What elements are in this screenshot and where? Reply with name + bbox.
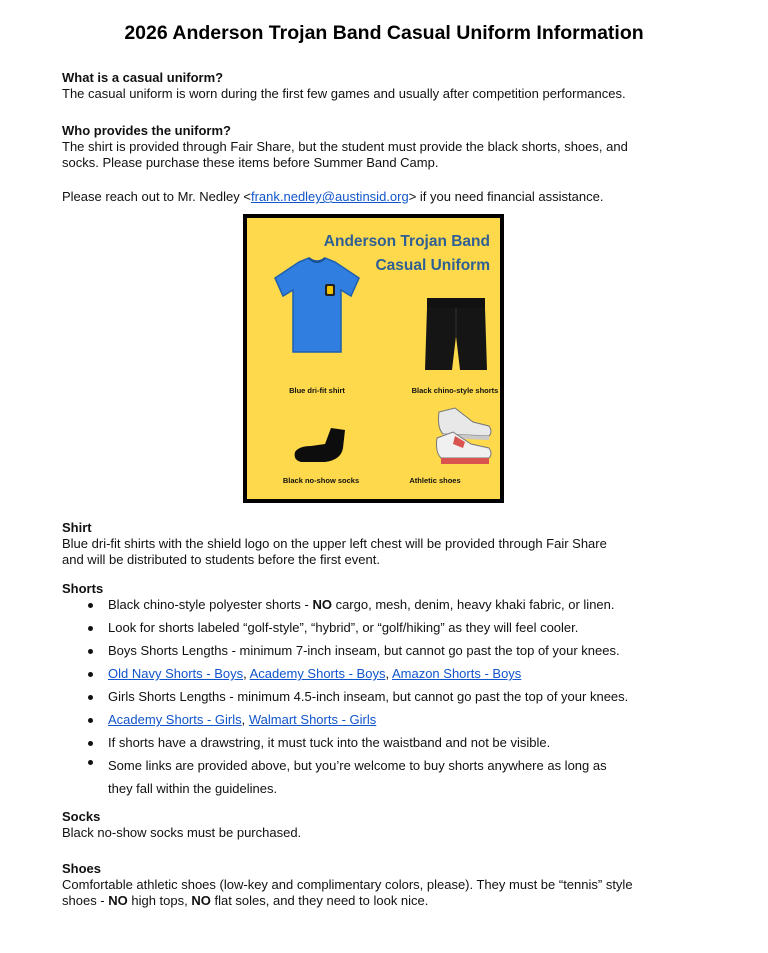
caption-socks: Black no-show socks	[282, 476, 360, 485]
what-is-text: The casual uniform is worn during the first few games and usually after competition performances.	[62, 86, 626, 101]
contact-before: Please reach out to Mr. Nedley <	[62, 189, 251, 204]
bullet-line: they fall within the guidelines.	[108, 781, 278, 796]
old-navy-boys-link[interactable]: Old Navy Shorts - Boys	[108, 666, 244, 681]
academy-boys-link[interactable]: Academy Shorts - Boys	[249, 666, 386, 681]
list-item-boys-links	[62, 666, 742, 682]
socks-text: Black no-show socks must be purchased.	[62, 825, 302, 840]
shoes-text: shoes -	[62, 893, 109, 908]
shorts-list	[62, 597, 742, 800]
poster-title-line2: Casual Uniform	[375, 257, 490, 274]
bold-no: NO	[108, 893, 128, 908]
separator: ,	[385, 666, 392, 681]
email-link[interactable]: frank.nedley@austinsid.org	[250, 189, 409, 204]
walmart-girls-link[interactable]: Walmart Shorts - Girls	[248, 712, 377, 727]
black-shorts-icon	[423, 296, 489, 372]
caption-shoes: Athletic shoes	[409, 476, 461, 485]
who-provides-heading: Who provides the uniform?	[62, 123, 231, 138]
contact-after: > if you need financial assistance.	[408, 189, 604, 204]
page-title: 2026 Anderson Trojan Band Casual Uniform Information	[124, 22, 644, 44]
list-item-girls-links	[62, 712, 742, 728]
separator: ,	[241, 712, 249, 727]
list-item: Boys Shorts Lengths - minimum 7-inch inseam, but cannot go past the top of your knees.	[62, 643, 742, 659]
section-who-provides	[62, 123, 722, 171]
list-item: Look for shorts labeled “golf-style”, “hybrid”, or “golf/hiking” as they will feel cooler.	[62, 620, 742, 636]
blue-shirt-icon	[269, 256, 365, 356]
poster-title-line1: Anderson Trojan Band	[323, 233, 490, 250]
list-item	[62, 597, 742, 613]
uniform-poster	[243, 214, 504, 503]
socks-heading: Socks	[62, 809, 101, 824]
shirt-line2: and will be distributed to students before the first event.	[62, 552, 380, 567]
caption-shorts: Black chino-style shorts	[411, 386, 499, 395]
shoes-line2	[62, 893, 742, 909]
section-shirt	[62, 520, 722, 568]
bullet-text: Black chino-style polyester shorts -	[108, 597, 313, 612]
bold-no: NO	[312, 597, 332, 612]
shoes-heading: Shoes	[62, 861, 102, 876]
shoes-text: flat soles, and they need to look nice.	[210, 893, 429, 908]
bold-no: NO	[191, 893, 211, 908]
shoes-text: high tops,	[127, 893, 192, 908]
black-socks-icon	[291, 426, 351, 466]
who-provides-line2: socks. Please purchase these items before Summer Band Camp.	[62, 155, 439, 170]
contact-line	[62, 189, 722, 205]
bullet-text: cargo, mesh, denim, heavy khaki fabric, or linen.	[331, 597, 615, 612]
bullet-line: Some links are provided above, but you’re welcome to buy shorts anywhere as long as	[108, 758, 607, 773]
section-shoes	[62, 861, 742, 909]
academy-girls-link[interactable]: Academy Shorts - Girls	[108, 712, 242, 727]
separator: ,	[243, 666, 250, 681]
amazon-boys-link[interactable]: Amazon Shorts - Boys	[391, 666, 522, 681]
what-is-heading: What is a casual uniform?	[62, 70, 224, 85]
caption-shirt: Blue dri-fit shirt	[289, 386, 345, 395]
list-item	[62, 754, 742, 800]
shirt-line1: Blue dri-fit shirts with the shield logo on the upper left chest will be provided through Fair Share	[62, 536, 607, 551]
list-item: Girls Shorts Lengths - minimum 4.5-inch inseam, but cannot go past the top of your knees.	[62, 689, 742, 705]
who-provides-line1: The shirt is provided through Fair Share, but the student must provide the black shorts, shoes, and	[62, 139, 628, 154]
athletic-shoes-icon	[433, 404, 495, 468]
shirt-heading: Shirt	[62, 520, 92, 535]
section-what-is	[62, 70, 722, 102]
shorts-heading: Shorts	[62, 581, 104, 596]
list-item: If shorts have a drawstring, it must tuck into the waistband and not be visible.	[62, 735, 742, 751]
section-shorts	[62, 581, 742, 800]
shoes-line1: Comfortable athletic shoes (low-key and complimentary colors, please). They must be “tennis” style	[62, 877, 633, 892]
section-socks	[62, 809, 722, 841]
